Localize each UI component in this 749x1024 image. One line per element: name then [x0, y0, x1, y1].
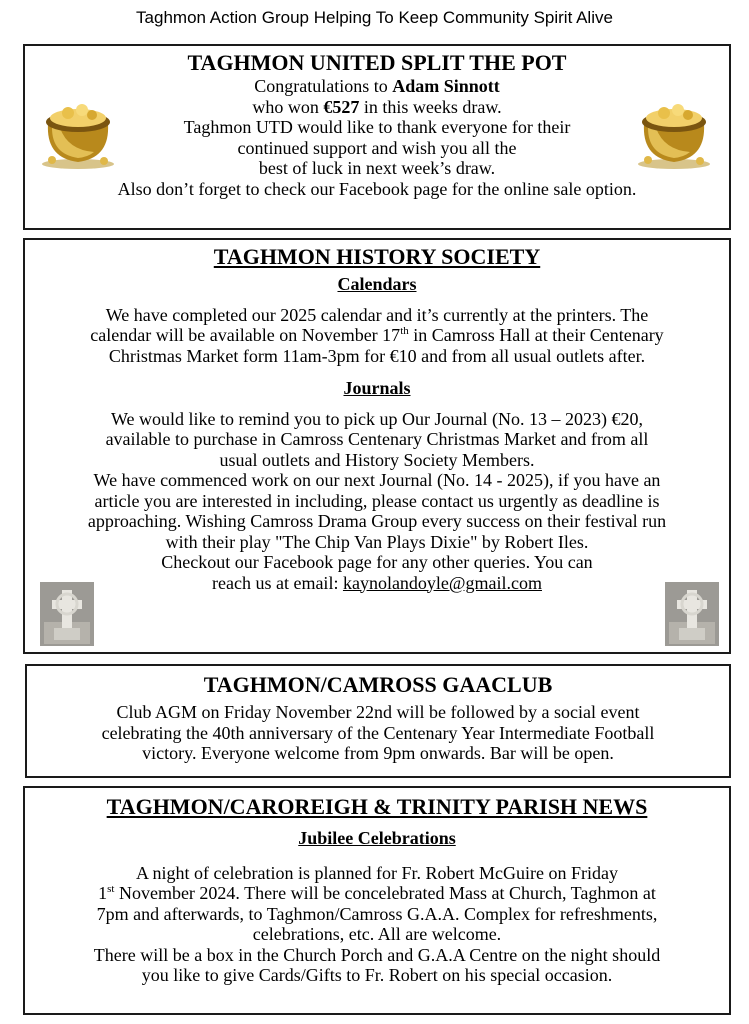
gaa-line2: celebrating the 40th anniversary of the Centenary Year Intermediate Football — [101, 722, 655, 743]
journal-line1: We would like to remind you to pick up Our Journal (No. 13 – 2023) €20, — [111, 408, 643, 429]
gaa-title: TAGHMON/CAMROSS GAACLUB — [203, 672, 553, 697]
parish-news-section — [23, 786, 731, 1015]
history-title: TAGHMON HISTORY SOCIETY — [213, 244, 541, 269]
calendar-line3: Christmas Market form 11am-3pm for €10 and from all usual outlets after. — [108, 345, 646, 366]
email-link[interactable]: kaynolandoyle@gmail.com — [342, 572, 542, 593]
journal-line3: usual outlets and History Society Members. — [219, 449, 535, 470]
parish-title: TAGHMON/CAROREIGH & TRINITY PARISH NEWS — [106, 794, 648, 819]
parish-line1: A night of celebration is planned for Fr. Robert McGuire on Friday — [136, 862, 618, 883]
prize-amount: €527 — [323, 96, 360, 117]
parish-line5: There will be a box in the Church Porch and G.A.A Centre on the night should — [93, 944, 661, 965]
page-header: Taghmon Action Group Helping To Keep Community Spirit Alive — [136, 8, 613, 27]
jubilee-heading: Jubilee Celebrations — [298, 828, 456, 848]
journal-line2: available to purchase in Camross Centenary Christmas Market and from all — [105, 429, 649, 449]
split-pot-line6: Also don’t forget to check our Facebook page for the online sale option. — [117, 178, 637, 199]
split-pot-line2: who won €527 in this weeks draw. — [252, 96, 502, 117]
winner-name: Adam Sinnott — [392, 76, 500, 96]
parish-line2: 1st November 2024. There will be concelebrated Mass at Church, Taghmon at — [98, 883, 656, 903]
celtic-cross-icon — [40, 582, 94, 646]
split-pot-line3: Taghmon UTD would like to thank everyone for their — [183, 117, 571, 137]
celtic-cross-icon — [665, 582, 719, 646]
journals-heading: Journals — [343, 378, 411, 398]
split-the-pot-section — [23, 44, 731, 230]
journal-line7: with their play "The Chip Van Plays Dixie" by Robert Iles. — [165, 531, 589, 552]
gaa-club-section — [25, 664, 731, 778]
gaa-line3: victory. Everyone welcome from 9pm onwards. Bar will be open. — [142, 743, 614, 763]
parish-line4: celebrations, etc. All are welcome. — [252, 924, 502, 944]
gaa-line1: Club AGM on Friday November 22nd will be followed by a social event — [116, 702, 640, 722]
pot-of-gold-icon — [38, 98, 118, 170]
parish-line6: you like to give Cards/Gifts to Fr. Robert on his special occasion. — [141, 965, 613, 985]
calendar-line2: calendar will be available on November 17th in Camross Hall at their Centenary — [90, 325, 664, 345]
pot-of-gold-icon — [634, 98, 714, 170]
journal-line9: reach us at email: kaynolandoyle@gmail.com — [212, 572, 542, 593]
split-pot-line1: Congratulations to Adam Sinnott — [254, 76, 500, 96]
split-pot-title: TAGHMON UNITED SPLIT THE POT — [187, 50, 567, 75]
split-pot-line5: best of luck in next week’s draw. — [258, 158, 496, 178]
journal-line4: We have commenced work on our next Journal (No. 14 - 2025), if you have an — [93, 470, 661, 490]
split-pot-line4: continued support and wish you all the — [237, 137, 517, 158]
journal-line8: Checkout our Facebook page for any other queries. You can — [161, 552, 593, 572]
calendars-heading: Calendars — [337, 274, 417, 294]
journal-line6: approaching. Wishing Camross Drama Group every success on their festival run — [87, 511, 667, 531]
journal-line5: article you are interested in including, please contact us urgently as deadline is — [94, 490, 660, 511]
calendar-line1: We have completed our 2025 calendar and it’s currently at the printers. The — [105, 304, 649, 325]
history-society-section — [23, 238, 731, 654]
parish-line3: 7pm and afterwards, to Taghmon/Camross G.A.A. Complex for refreshments, — [96, 903, 658, 924]
